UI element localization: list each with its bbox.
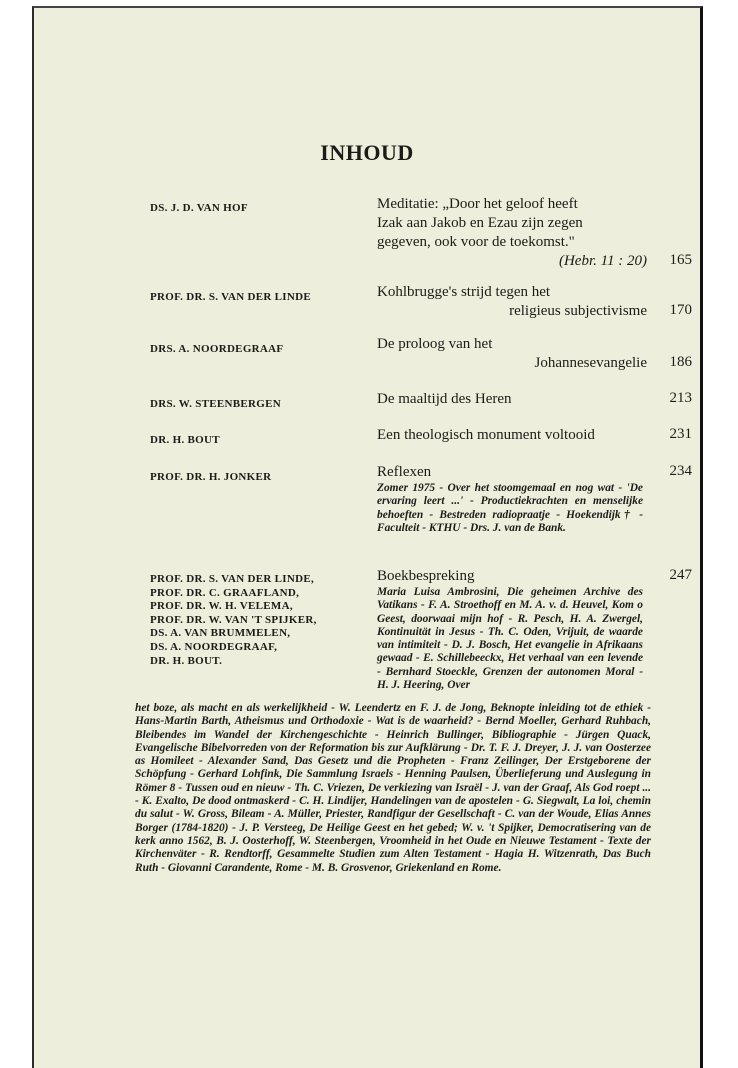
reviewer-name: PROF. DR. W. VAN 'T SPIJKER,	[150, 613, 317, 626]
author-van-hof: DS. J. D. VAN HOF	[150, 202, 248, 214]
entry-title-line: Johannesevangelie	[534, 355, 647, 371]
entry-title-line: Kohlbrugge's strijd tegen het	[377, 284, 551, 300]
entry-title-line: Izak aan Jakob en Ezau zijn zegen	[377, 215, 583, 231]
page-title: INHOUD	[320, 140, 414, 165]
page-number: 213	[669, 390, 692, 406]
entry-kohlbrugge	[377, 283, 647, 321]
page-number: 234	[669, 463, 692, 479]
document-page	[32, 6, 703, 1068]
entry-title-line: gegeven, ook voor de toekomst."	[377, 234, 575, 250]
entry-description: Zomer 1975 - Over het stoomgemaal en nog wat - 'De ervaring leert ...' - Productiekrachten en menselijke behoeften - Bestreden radiopraatje - Hoekendijk† - Faculteit - KTHU - Drs. J. van de Bank.	[377, 482, 643, 534]
entry-title-line: De maaltijd des Heren	[377, 391, 512, 407]
entry-title-line: Reflexen	[377, 464, 432, 480]
author-jonker: PROF. DR. H. JONKER	[150, 471, 272, 483]
page-number: 247	[669, 567, 692, 583]
reviewer-name: PROF. DR. C. GRAAFLAND,	[150, 586, 300, 599]
reviewer-name: PROF. DR. W. H. VELEMA,	[150, 600, 293, 613]
entry-title-line: Een theologisch monument voltooid	[377, 427, 595, 443]
entry-maaltijd	[377, 390, 647, 409]
entry-proloog	[377, 335, 647, 373]
entry-boekbespreking	[377, 567, 647, 586]
scripture-reference: (Hebr. 11 : 20)	[558, 253, 647, 269]
page-number: 231	[669, 426, 692, 442]
entry-description: Maria Luisa Ambrosini, Die geheimen Archive des Vatikans - F. A. Stroethoff en M. A. v. d. Heuvel, Kom o Geest, doorwaai mijn hof - R. Pesch, H. A. Zwergel, Kontinuität in Jesus - Th. C. Oden, Vrijuit, de waarde van intimiteit - D. J. Bosch, Het evangelie in Afrikaans gewaad - E. Schillebeeckx, Het verhaal van een levende - Bernhard Stoeckle, Grenzen der autonomen Moral - H. J. Heering, Over	[377, 586, 643, 692]
reviewer-name: DS. A. NOORDEGRAAF,	[150, 640, 278, 653]
reviewer-name: DS. A. VAN BRUMMELEN,	[150, 627, 291, 640]
entry-title-line: religieus subjectivisme	[509, 303, 647, 319]
entry-title-line: Boekbespreking	[377, 568, 475, 584]
reviewer-name: PROF. DR. S. VAN DER LINDE,	[150, 573, 315, 585]
entry-meditatie	[377, 195, 647, 271]
reviewer-list	[150, 573, 380, 668]
entry-reflexen	[377, 463, 647, 482]
page-number: 170	[669, 302, 692, 318]
entry-title-line: Meditatie: „Door het geloof heeft	[377, 196, 578, 212]
reviewer-name: DR. H. BOUT.	[150, 654, 223, 667]
author-van-der-linde: PROF. DR. S. VAN DER LINDE	[150, 291, 312, 303]
author-bout: DR. H. BOUT	[150, 434, 220, 446]
entry-monument	[377, 426, 647, 445]
entry-title-line: De proloog van het	[377, 336, 493, 352]
author-noordegraaf: DRS. A. NOORDEGRAAF	[150, 343, 284, 355]
page-number: 165	[669, 252, 692, 268]
author-steenbergen: DRS. W. STEENBERGEN	[150, 398, 282, 410]
page-number: 186	[669, 354, 692, 370]
book-review-list: het boze, als macht en als werkelijkheid - W. Leendertz en F. J. de Jong, Beknopte inleiding tot de ethiek - Hans-Martin Barth, Atheismus und Orthodoxie - Wat is de waarheid? - Bernd Moeller, Gerhard Ruhbach, Bleibendes im Wandel der Kirchengeschichte - Heinrich Bullinger, Bibliographie - Jürgen Quack, Evangelische Bibelvorreden von der Reformation bis zur Aufklärung - Dr. T. F. J. Dreyer, J. J. van Oosterzee as Homileet - Alexander Sand, Das Gesetz und die Propheten - Franz Zeilinger, Der Erstgeborene der Schöpfung - Gerhard Lohfink, Die Sammlung Israels - Henning Paulsen, Überlieferung und Auslegung in Römer 8 - Tussen oud en nieuw - Th. C. Vriezen, De verkiezing van Israël - J. van der Graaf, Als God roept ... - K. Exalto, De dood ontmaskerd - C. H. Lindijer, Handelingen van de apostelen - G. Siegwalt, La loi, chemin du salut - W. Gross, Bileam - A. Müller, Priester, Randfigur der Gesellschaft - C. van der Woude, Elias Annes Borger (1784-1820) - J. P. Versteeg, De Heilige Geest en het gebed; W. v. 't Spijker, Democratisering van de kerk anno 1562, B. J. Oosterhoff, W. Steenbergen, Vroomheid in het Oude en Nieuwe Testament - Texte der Kirchenväter - R. Rendtorff, Gesammelte Studien zum Alten Testament - Hagia H. Witzenrath, Das Buch Ruth - Giovanni Carandente, Rome - M. B. Grosvenor, Griekenland en Rome.	[135, 702, 651, 874]
